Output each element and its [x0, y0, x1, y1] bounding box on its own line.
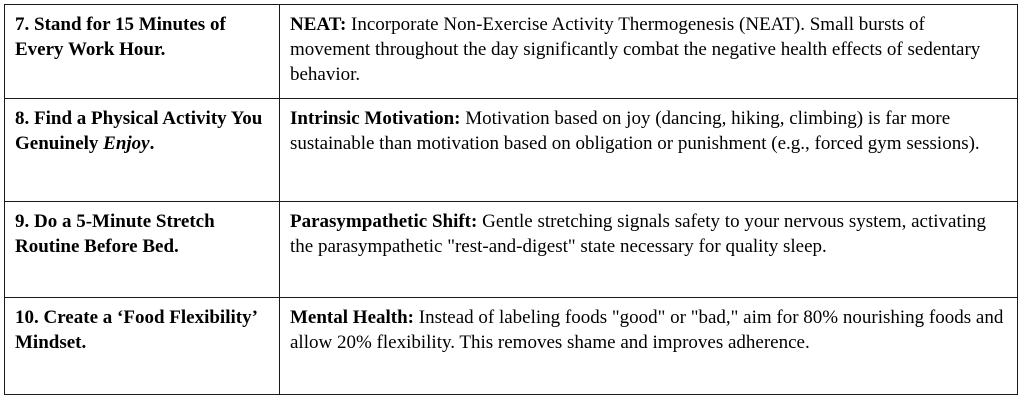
action-text: 10. Create a ‘Food Flexibility’ Mindset.: [15, 307, 257, 353]
detail-cell: [280, 202, 1018, 298]
action-cell: [5, 99, 280, 202]
detail-term: Parasympathetic Shift:: [290, 211, 478, 232]
action-text: 9. Do a 5-Minute Stretch Routine Before Bed.: [15, 211, 215, 257]
table-row: [5, 99, 1018, 202]
detail-term: Mental Health:: [290, 307, 415, 328]
detail-text: Instead of labeling foods "good" or "bad," aim for 80% nourishing foods and allow 20% flexibility. This removes shame and improves adherence.: [290, 307, 1004, 353]
table-row: [5, 202, 1018, 298]
action-cell: [5, 298, 280, 395]
detail-text: Motivation based on joy (dancing, hiking, climbing) is far more sustainable than motivation based on obligation or punishment (e.g., forced gym sessions).: [290, 108, 980, 154]
table-row: [5, 298, 1018, 395]
action-text-end: .: [149, 133, 155, 154]
action-emphasis: Enjoy: [103, 133, 150, 154]
action-cell: [5, 5, 280, 99]
action-text: 8. Find a Physical Activity You Genuinely: [15, 108, 263, 154]
table-row: [5, 5, 1018, 99]
detail-term: NEAT:: [290, 14, 347, 35]
detail-text: Gentle stretching signals safety to your nervous system, activating the parasympathetic "rest-and-digest" state necessary for quality sleep.: [290, 211, 987, 257]
habits-table: [4, 4, 1018, 395]
action-cell: [5, 202, 280, 298]
detail-cell: [280, 298, 1018, 395]
detail-text: Incorporate Non-Exercise Activity Thermogenesis (NEAT). Small bursts of movement throughout the day significantly combat the negative health effects of sedentary behavior.: [290, 14, 981, 85]
action-text: 7. Stand for 15 Minutes of Every Work Hour.: [15, 14, 226, 60]
detail-term: Intrinsic Motivation:: [290, 108, 461, 129]
detail-cell: [280, 5, 1018, 99]
detail-cell: [280, 99, 1018, 202]
